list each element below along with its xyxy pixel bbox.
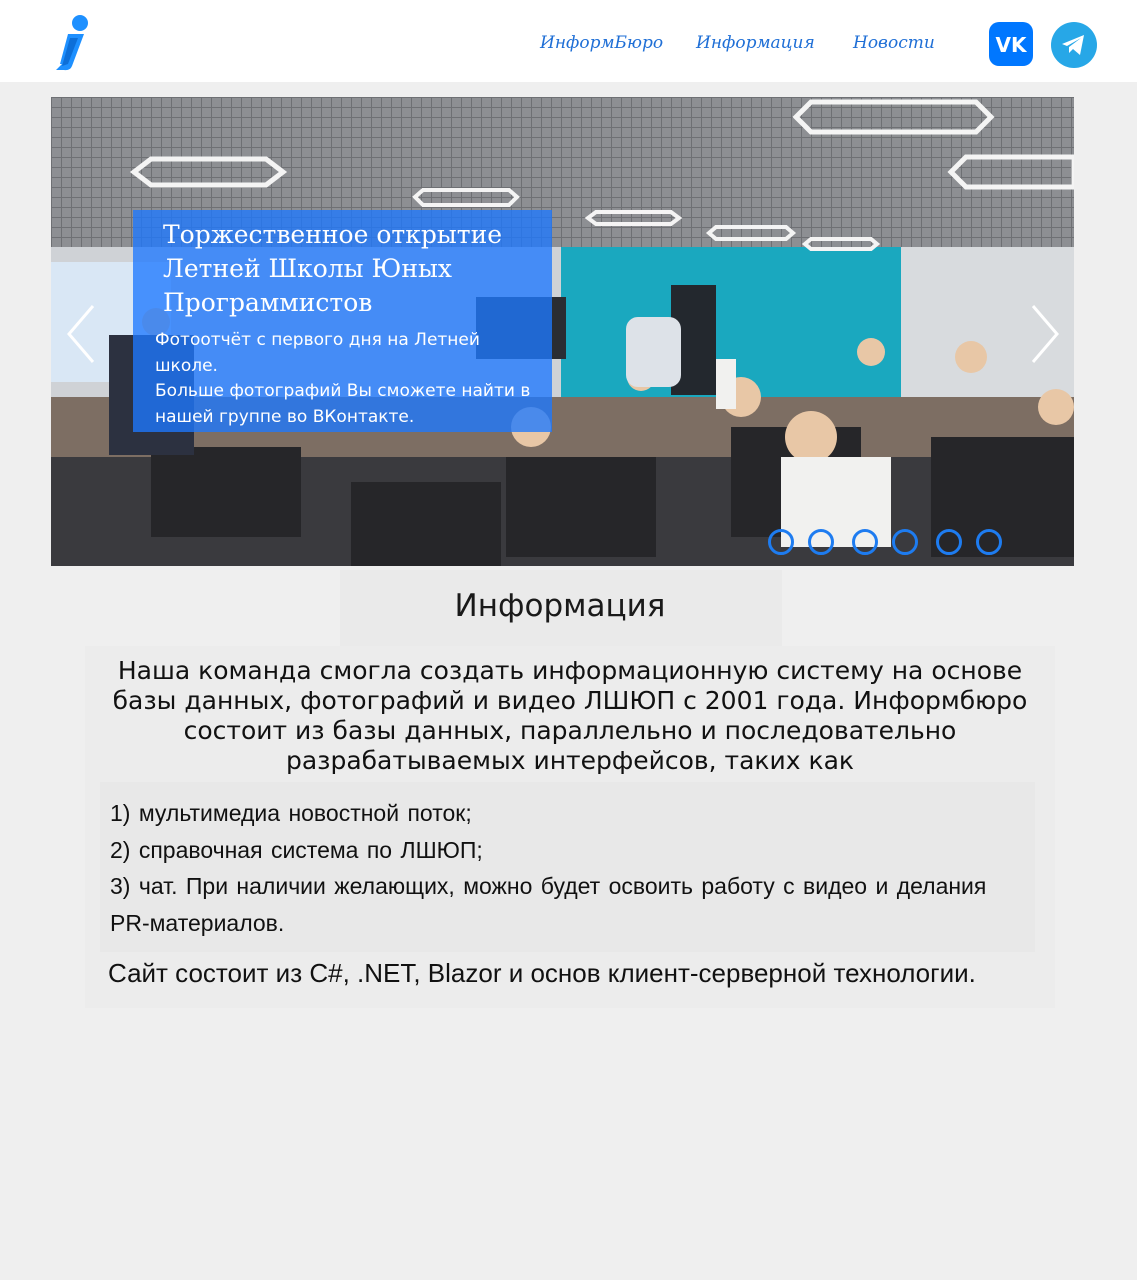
carousel-indicator-4[interactable] [892, 529, 918, 555]
info-i-icon[interactable] [50, 14, 92, 72]
telegram-button[interactable] [1051, 22, 1097, 68]
features-list [110, 795, 1030, 941]
nav-link-informbureau[interactable]: ИнформБюро [540, 33, 664, 53]
slide-title: Торжественное открытие Летней Школы Юных Программистов [163, 220, 503, 317]
nav-link-information[interactable]: Информация [696, 33, 815, 53]
vk-button[interactable] [989, 22, 1033, 66]
carousel-prev-button[interactable] [63, 302, 103, 366]
tech-stack-text: Сайт состоит из C#, .NET, Blazor и основ клиент-серверной технологии. [108, 958, 976, 988]
carousel-indicator-1[interactable] [768, 529, 794, 555]
news-carousel[interactable] [51, 97, 1074, 566]
chevron-right-icon [1023, 302, 1063, 366]
vk-icon [989, 22, 1033, 66]
carousel-next-button[interactable] [1023, 302, 1063, 366]
vk-icon-label: VK [995, 33, 1027, 57]
carousel-indicator-2[interactable] [808, 529, 834, 555]
info-title: Информация [454, 588, 666, 624]
slide-text: Фотоотчёт с первого дня на Летней школе. Больше фотографий Вы сможете найти в нашей группе во ВКонтакте. [155, 330, 531, 427]
telegram-icon [1051, 22, 1097, 68]
feature-item: 2) справочная система по ЛШЮП; [110, 836, 483, 863]
carousel-indicators [766, 529, 1026, 559]
carousel-indicator-6[interactable] [976, 529, 1002, 555]
feature-item: 3) чат. При наличии желающих, можно будет освоить работу с видео и делания PR-материалов. [110, 873, 987, 936]
chevron-left-icon [63, 302, 103, 366]
carousel-indicator-3[interactable] [852, 529, 878, 555]
carousel-indicator-5[interactable] [936, 529, 962, 555]
slide-caption [133, 210, 552, 432]
info-intro: Наша команда смогла создать информационную систему на основе базы данных, фотографий и видео ЛШЮП с 2001 года. Информбюро состоит из базы данных, параллельно и последовательно разрабатываемых интерфейсов, таких как [112, 656, 1028, 775]
feature-item: 1) мультимедиа новостной поток; [110, 800, 472, 826]
site-header [0, 0, 1137, 82]
nav-link-news[interactable]: Новости [853, 33, 935, 53]
